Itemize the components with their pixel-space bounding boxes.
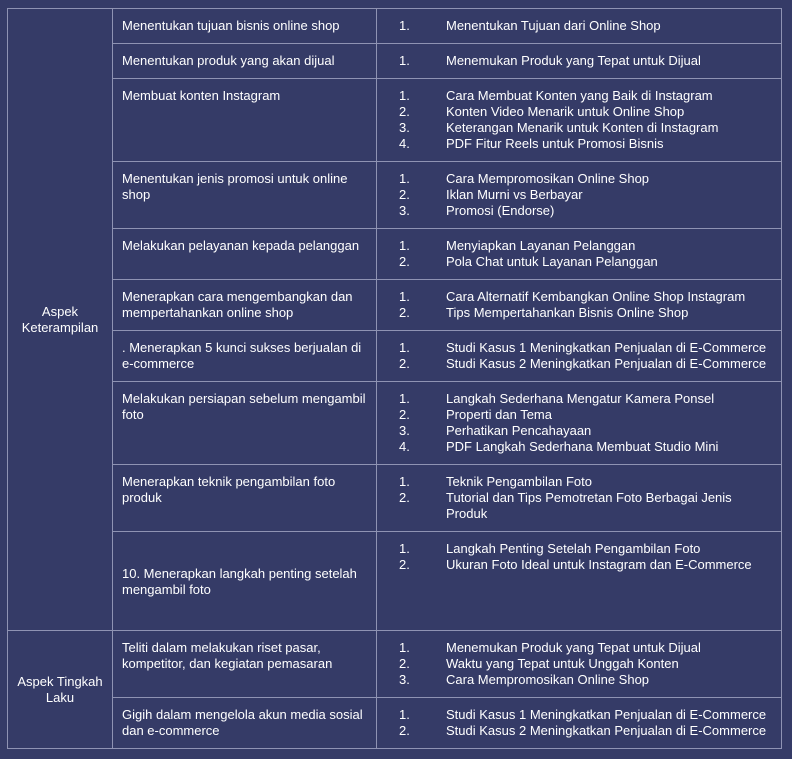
- table-row: [8, 532, 782, 631]
- list-item: [385, 656, 773, 672]
- list-item: [385, 120, 773, 136]
- list-item-number: 1.: [399, 474, 410, 489]
- materials-cell: [377, 280, 782, 331]
- topic-cell: Menentukan jenis promosi untuk online shop: [113, 162, 377, 229]
- materials-cell: [377, 79, 782, 162]
- topic-cell: Teliti dalam melakukan riset pasar, kompetitor, dan kegiatan pemasaran: [113, 631, 377, 698]
- list-item-number: 1.: [399, 340, 410, 355]
- list-item-text: Langkah Sederhana Mengatur Kamera Ponsel: [446, 391, 715, 406]
- topic-cell: Menentukan tujuan bisnis online shop: [113, 9, 377, 44]
- list-item-text: PDF Langkah Sederhana Membuat Studio Mini: [446, 439, 719, 454]
- list-item-text: Promosi (Endorse): [446, 203, 555, 218]
- list-item-number: 3.: [399, 203, 410, 218]
- list-item-text: Studi Kasus 1 Meningkatkan Penjualan di E-Commerce: [446, 340, 767, 355]
- list-item: [385, 305, 773, 321]
- list-item: [385, 356, 773, 372]
- list-item-text: Studi Kasus 2 Meningkatkan Penjualan di E-Commerce: [446, 356, 767, 371]
- list-item-number: 2.: [399, 407, 410, 422]
- materials-cell: [377, 331, 782, 382]
- topic-cell: Menerapkan teknik pengambilan foto produk: [113, 465, 377, 532]
- list-item: [385, 423, 773, 439]
- materials-cell: [377, 532, 782, 631]
- list-item: [385, 407, 773, 423]
- list-item-number: 1.: [399, 171, 410, 186]
- list-item-text: Properti dan Tema: [446, 407, 552, 422]
- materials-list: [385, 474, 773, 522]
- list-item: [385, 18, 773, 34]
- list-item-text: Menemukan Produk yang Tepat untuk Dijual: [446, 53, 701, 68]
- materials-list: [385, 289, 773, 321]
- list-item-number: 1.: [399, 640, 410, 655]
- table-row: [8, 229, 782, 280]
- list-item: [385, 53, 773, 69]
- topic-cell: . Menerapkan 5 kunci sukses berjualan di e-commerce: [113, 331, 377, 382]
- list-item-number: 2.: [399, 187, 410, 202]
- materials-list: [385, 391, 773, 455]
- materials-list: [385, 707, 773, 739]
- table-row: [8, 44, 782, 79]
- list-item: [385, 340, 773, 356]
- table-row: [8, 162, 782, 229]
- list-item-text: Perhatikan Pencahayaan: [446, 423, 592, 438]
- list-item-number: 4.: [399, 136, 410, 151]
- list-item: [385, 541, 773, 557]
- list-item-number: 2.: [399, 356, 410, 371]
- list-item: [385, 391, 773, 407]
- materials-list: [385, 88, 773, 152]
- list-item-text: Pola Chat untuk Layanan Pelanggan: [446, 254, 658, 269]
- table-row: [8, 631, 782, 698]
- list-item-number: 4.: [399, 439, 410, 454]
- list-item-text: Cara Mempromosikan Online Shop: [446, 171, 650, 186]
- list-item: [385, 723, 773, 739]
- materials-cell: [377, 382, 782, 465]
- materials-cell: [377, 465, 782, 532]
- list-item: [385, 171, 773, 187]
- topic-cell: Gigih dalam mengelola akun media sosial dan e-commerce: [113, 698, 377, 749]
- topic-cell: Melakukan persiapan sebelum mengambil foto: [113, 382, 377, 465]
- list-item-text: Cara Alternatif Kembangkan Online Shop Instagram: [446, 289, 746, 304]
- list-item-number: 1.: [399, 53, 410, 68]
- list-item-number: 2.: [399, 254, 410, 269]
- list-item-number: 1.: [399, 289, 410, 304]
- list-item-text: Cara Mempromosikan Online Shop: [446, 672, 650, 687]
- list-item-text: Konten Video Menarik untuk Online Shop: [446, 104, 685, 119]
- list-item-text: Teknik Pengambilan Foto: [446, 474, 592, 489]
- list-item-text: Studi Kasus 2 Meningkatkan Penjualan di E-Commerce: [446, 723, 767, 738]
- table-row: [8, 698, 782, 749]
- table-row: [8, 331, 782, 382]
- list-item-number: 1.: [399, 391, 410, 406]
- list-item-number: 2.: [399, 104, 410, 119]
- list-item: [385, 439, 773, 455]
- list-item: [385, 238, 773, 254]
- materials-list: [385, 640, 773, 688]
- list-item: [385, 104, 773, 120]
- table-row: [8, 465, 782, 532]
- materials-list: [385, 541, 773, 573]
- materials-cell: [377, 9, 782, 44]
- list-item-number: 1.: [399, 541, 410, 556]
- list-item-number: 2.: [399, 723, 410, 738]
- list-item-number: 1.: [399, 18, 410, 33]
- list-item-number: 2.: [399, 305, 410, 320]
- list-item-text: Ukuran Foto Ideal untuk Instagram dan E-Commerce: [446, 557, 752, 572]
- list-item: [385, 557, 773, 573]
- list-item: [385, 289, 773, 305]
- list-item-number: 1.: [399, 707, 410, 722]
- list-item: [385, 187, 773, 203]
- curriculum-table: [7, 8, 782, 749]
- topic-cell: Menentukan produk yang akan dijual: [113, 44, 377, 79]
- table-row: [8, 79, 782, 162]
- list-item: [385, 707, 773, 723]
- materials-cell: [377, 44, 782, 79]
- materials-cell: [377, 631, 782, 698]
- list-item-number: 3.: [399, 423, 410, 438]
- materials-list: [385, 18, 773, 34]
- list-item-number: 2.: [399, 490, 410, 505]
- list-item: [385, 474, 773, 490]
- materials-list: [385, 238, 773, 270]
- list-item-text: Cara Membuat Konten yang Baik di Instagram: [446, 88, 713, 103]
- list-item: [385, 640, 773, 656]
- materials-cell: [377, 162, 782, 229]
- topic-cell: 10. Menerapkan langkah penting setelah mengambil foto: [113, 532, 377, 631]
- list-item-number: 2.: [399, 656, 410, 671]
- list-item: [385, 136, 773, 152]
- materials-list: [385, 340, 773, 372]
- list-item-text: PDF Fitur Reels untuk Promosi Bisnis: [446, 136, 664, 151]
- list-item-text: Tutorial dan Tips Pemotretan Foto Berbagai Jenis Produk: [446, 490, 732, 521]
- list-item-text: Iklan Murni vs Berbayar: [446, 187, 583, 202]
- list-item: [385, 203, 773, 219]
- materials-list: [385, 53, 773, 69]
- list-item-text: Menyiapkan Layanan Pelanggan: [446, 238, 636, 253]
- curriculum-table-body: [8, 9, 782, 749]
- list-item-text: Menemukan Produk yang Tepat untuk Dijual: [446, 640, 701, 655]
- list-item-text: Waktu yang Tepat untuk Unggah Konten: [446, 656, 679, 671]
- list-item-text: Studi Kasus 1 Meningkatkan Penjualan di E-Commerce: [446, 707, 767, 722]
- list-item: [385, 88, 773, 104]
- topic-cell: Melakukan pelayanan kepada pelanggan: [113, 229, 377, 280]
- category-cell: Aspek Tingkah Laku: [8, 631, 113, 749]
- list-item-text: Keterangan Menarik untuk Konten di Instagram: [446, 120, 719, 135]
- list-item-number: 1.: [399, 88, 410, 103]
- topic-cell: Menerapkan cara mengembangkan dan mempertahankan online shop: [113, 280, 377, 331]
- materials-cell: [377, 229, 782, 280]
- list-item-text: Tips Mempertahankan Bisnis Online Shop: [446, 305, 689, 320]
- list-item: [385, 254, 773, 270]
- table-row: [8, 382, 782, 465]
- category-cell: Aspek Keterampilan: [8, 9, 113, 631]
- list-item-text: Langkah Penting Setelah Pengambilan Foto: [446, 541, 701, 556]
- topic-cell: Membuat konten Instagram: [113, 79, 377, 162]
- table-row: [8, 280, 782, 331]
- list-item-number: 3.: [399, 672, 410, 687]
- list-item: [385, 672, 773, 688]
- materials-cell: [377, 698, 782, 749]
- list-item-text: Menentukan Tujuan dari Online Shop: [446, 18, 661, 33]
- list-item-number: 1.: [399, 238, 410, 253]
- list-item-number: 3.: [399, 120, 410, 135]
- materials-list: [385, 171, 773, 219]
- list-item: [385, 490, 773, 522]
- table-row: [8, 9, 782, 44]
- list-item-number: 2.: [399, 557, 410, 572]
